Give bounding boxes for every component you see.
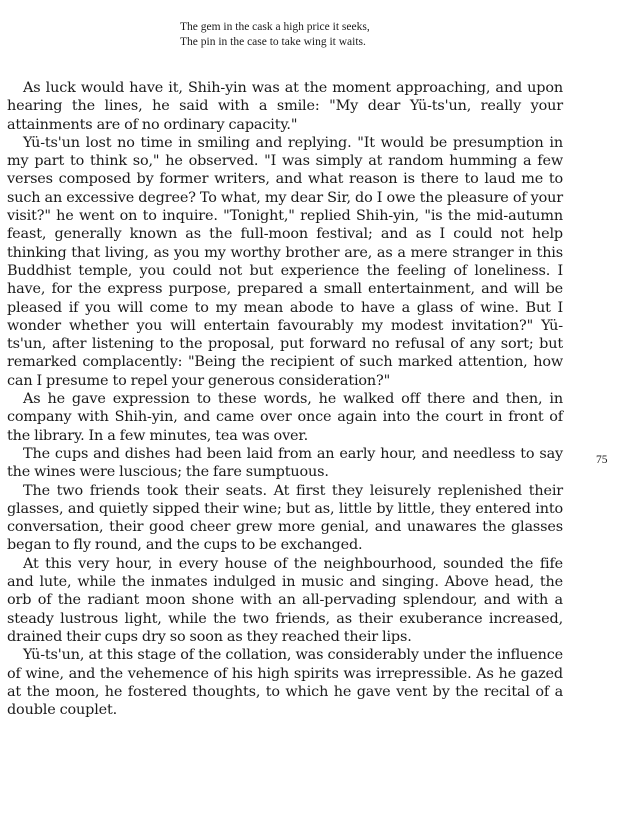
paragraph-1: As luck would have it, Shih-yin was at the moment approaching, and upon hearing the lines, he said with a smile: "My dear Yü-ts'un, really your attainments are of no ordinary capacity." bbox=[7, 80, 563, 133]
paragraph-4: The cups and dishes had been laid from an early hour, and needless to say the wines were luscious; the fare sumptuous. bbox=[7, 445, 563, 481]
body-text bbox=[7, 79, 563, 719]
paragraph-6: At this very hour, in every house of the neighbourhood, sounded the fife and lute, while the inmates indulged in music and singing. Above head, the orb of the radiant moon shone with an all-pervading splendour, and with a steady lustrous light, while the two friends, as their exuberance increased, drained their cups dry so soon as they reached their lips. bbox=[7, 555, 563, 645]
paragraph-5: The two friends took their seats. At first they leisurely replenished their glasses, and quietly sipped their wine; but as, little by little, they entered into conversation, their good cheer grew more genial, and unawares the glasses began to fly round, and the cups to be exchanged. bbox=[7, 482, 563, 554]
paragraph-3: As he gave expression to these words, he walked off there and then, in company with Shih-yin, and came over once again into the court in front of the library. In a few minutes, tea was over. bbox=[7, 391, 563, 444]
paragraph-7: Yü-ts'un, at this stage of the collation, was considerably under the influence of wine, and the vehemence of his high spirits was irrepressible. As he gazed at the moon, he fostered thoughts, to which he gave vent by the recital of a double couplet. bbox=[7, 647, 563, 719]
verse-line-1: The gem in the cask a high price it seeks, bbox=[180, 21, 370, 33]
verse-line-2: The pin in the case to take wing it waits. bbox=[180, 36, 366, 48]
verse-couplet bbox=[180, 20, 440, 50]
page-number: 75 bbox=[596, 454, 608, 466]
paragraph-2: Yü-ts'un lost no time in smiling and replying. "It would be presumption in my part to think so," he observed. "I was simply at random humming a few verses composed by former writers, and what reason is there to laud me to such an excessive degree? To what, my dear Sir, do I owe the pleasure of your visit?" he went on to inquire. "Tonight," replied Shih-yin, "is the mid-autumn feast, generally known as the full-moon festival; and as I could not help thinking that living, as you my worthy brother are, as a mere stranger in this Buddhist temple, you could not but experience the feeling of loneliness. I have, for the express purpose, prepared a small entertainment, and will be pleased if you will come to my mean abode to have a glass of wine. But I wonder whether you will entertain favourably my modest invitation?" Yü-ts'un, after listening to the proposal, put forward no refusal of any sort; but remarked complacently: "Being the recipient of such marked attention, how can I presume to repel your generous consideration?" bbox=[7, 134, 563, 389]
